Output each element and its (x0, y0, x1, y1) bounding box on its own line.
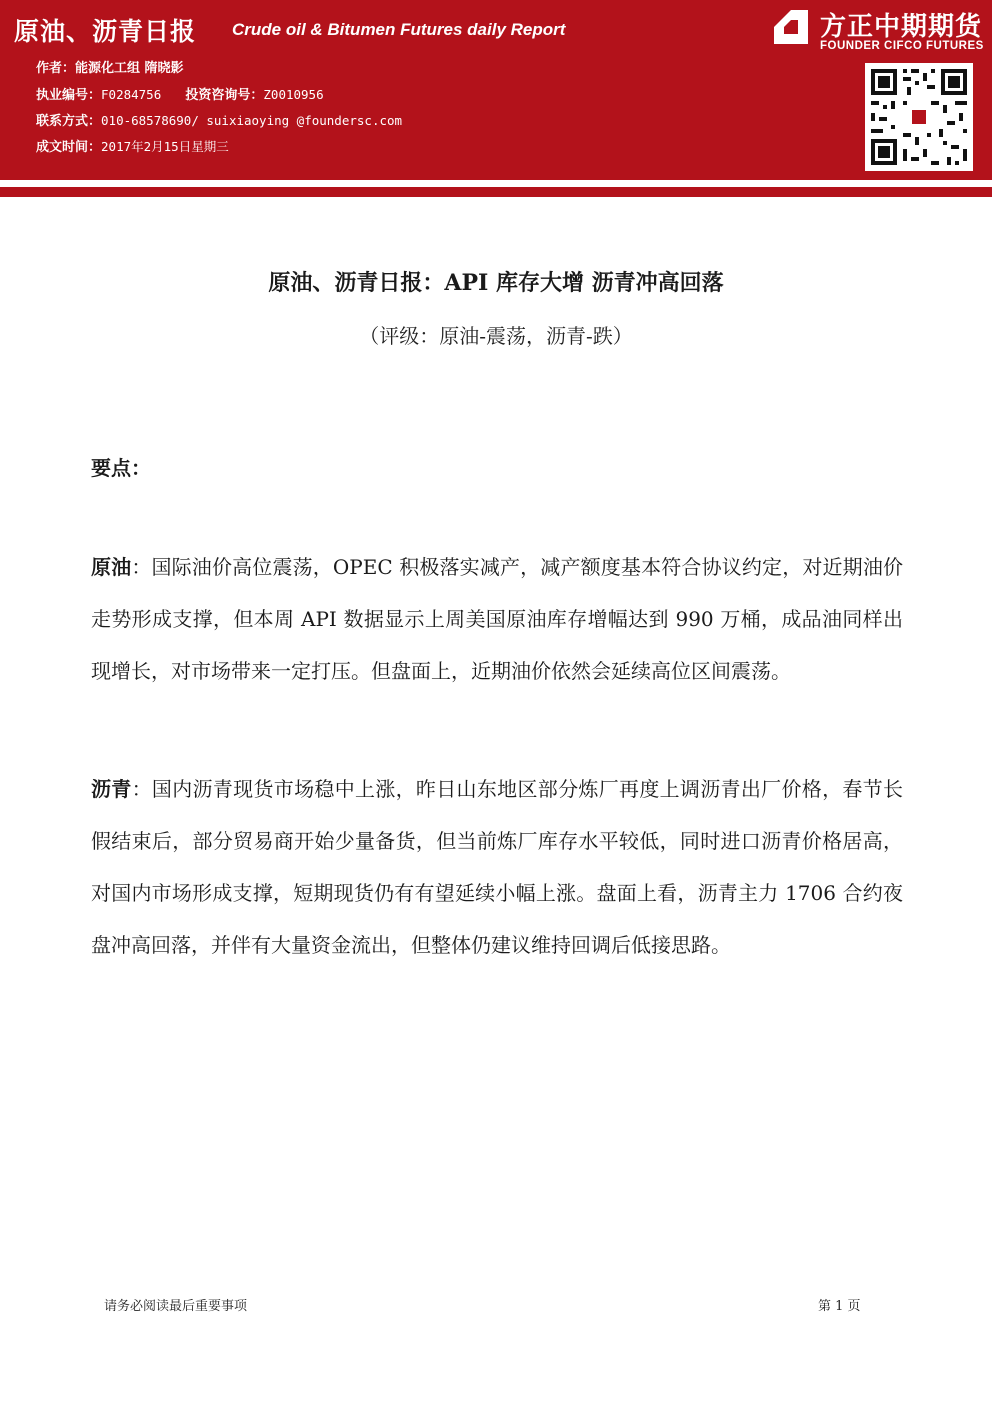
report-title-cn: 原油、沥青日报 (14, 17, 197, 46)
report-title-en: Crude oil & Bitumen Futures daily Report (232, 20, 566, 39)
founder-logo-icon (772, 8, 810, 46)
header-divider (0, 180, 992, 187)
license-value: F0284756 (101, 87, 162, 102)
contact-label: 联系方式： (36, 114, 102, 129)
contact-value: 010-68578690/ suixiaoying @foundersc.com (101, 113, 403, 128)
bitumen-text: ：国内沥青现货市场稳中上涨，昨日山东地区部分炼厂再度上调沥青出厂价格，春节长假结束后，部分贸易商开始少量备货，但当前炼厂库存水平较低，同时进口沥青价格居高，对国内市场形成支撑，短期现货仍有有望延续小幅上涨。盘面上看，沥青主力 1706 合约夜盘冲高回落，并伴有大量资金流出，但整体仍建议维持回调后低接思路。 (91, 777, 904, 957)
bitumen-paragraph (91, 763, 903, 971)
contact-line (36, 110, 402, 129)
rating-line: （评级：原油-震荡，沥青-跌） (359, 324, 633, 348)
document-title: 原油、沥青日报：API 库存大增 沥青冲高回落 (268, 270, 724, 296)
license-line (36, 84, 324, 103)
author-line (36, 57, 184, 76)
crude-oil-label: 原油 (91, 555, 132, 579)
bitumen-label: 沥青 (91, 777, 132, 801)
crude-oil-paragraph (91, 541, 903, 697)
date-line (36, 136, 229, 155)
date-label: 成文时间： (36, 140, 102, 155)
page-number: 第 1 页 (818, 1299, 861, 1314)
date-value: 2017年2月15日星期三 (101, 139, 229, 154)
header-bottom-band (0, 187, 992, 197)
advisor-label: 投资咨询号： (185, 88, 264, 103)
brand-name-en: FOUNDER CIFCO FUTURES (820, 40, 984, 52)
key-points-heading: 要点： (91, 456, 151, 480)
qr-code-icon (865, 63, 973, 171)
footer-disclaimer: 请务必阅读最后重要事项 (104, 1299, 248, 1314)
crude-oil-text: ：国际油价高位震荡，OPEC 积极落实减产，减产额度基本符合协议约定，对近期油价走势形成支撑，但本周 API 数据显示上周美国原油库存增幅达到 990 万桶，成品油同样出现增长，对市场带来一定打压。但盘面上，近期油价依然会延续高位区间震荡。 (91, 555, 903, 683)
author-value: 能源化工组 隋晓影 (75, 61, 184, 76)
author-label: 作者： (36, 61, 76, 76)
advisor-value: Z0010956 (263, 87, 324, 102)
license-label: 执业编号： (36, 88, 102, 103)
brand-name-cn: 方正中期期货 (820, 12, 983, 42)
